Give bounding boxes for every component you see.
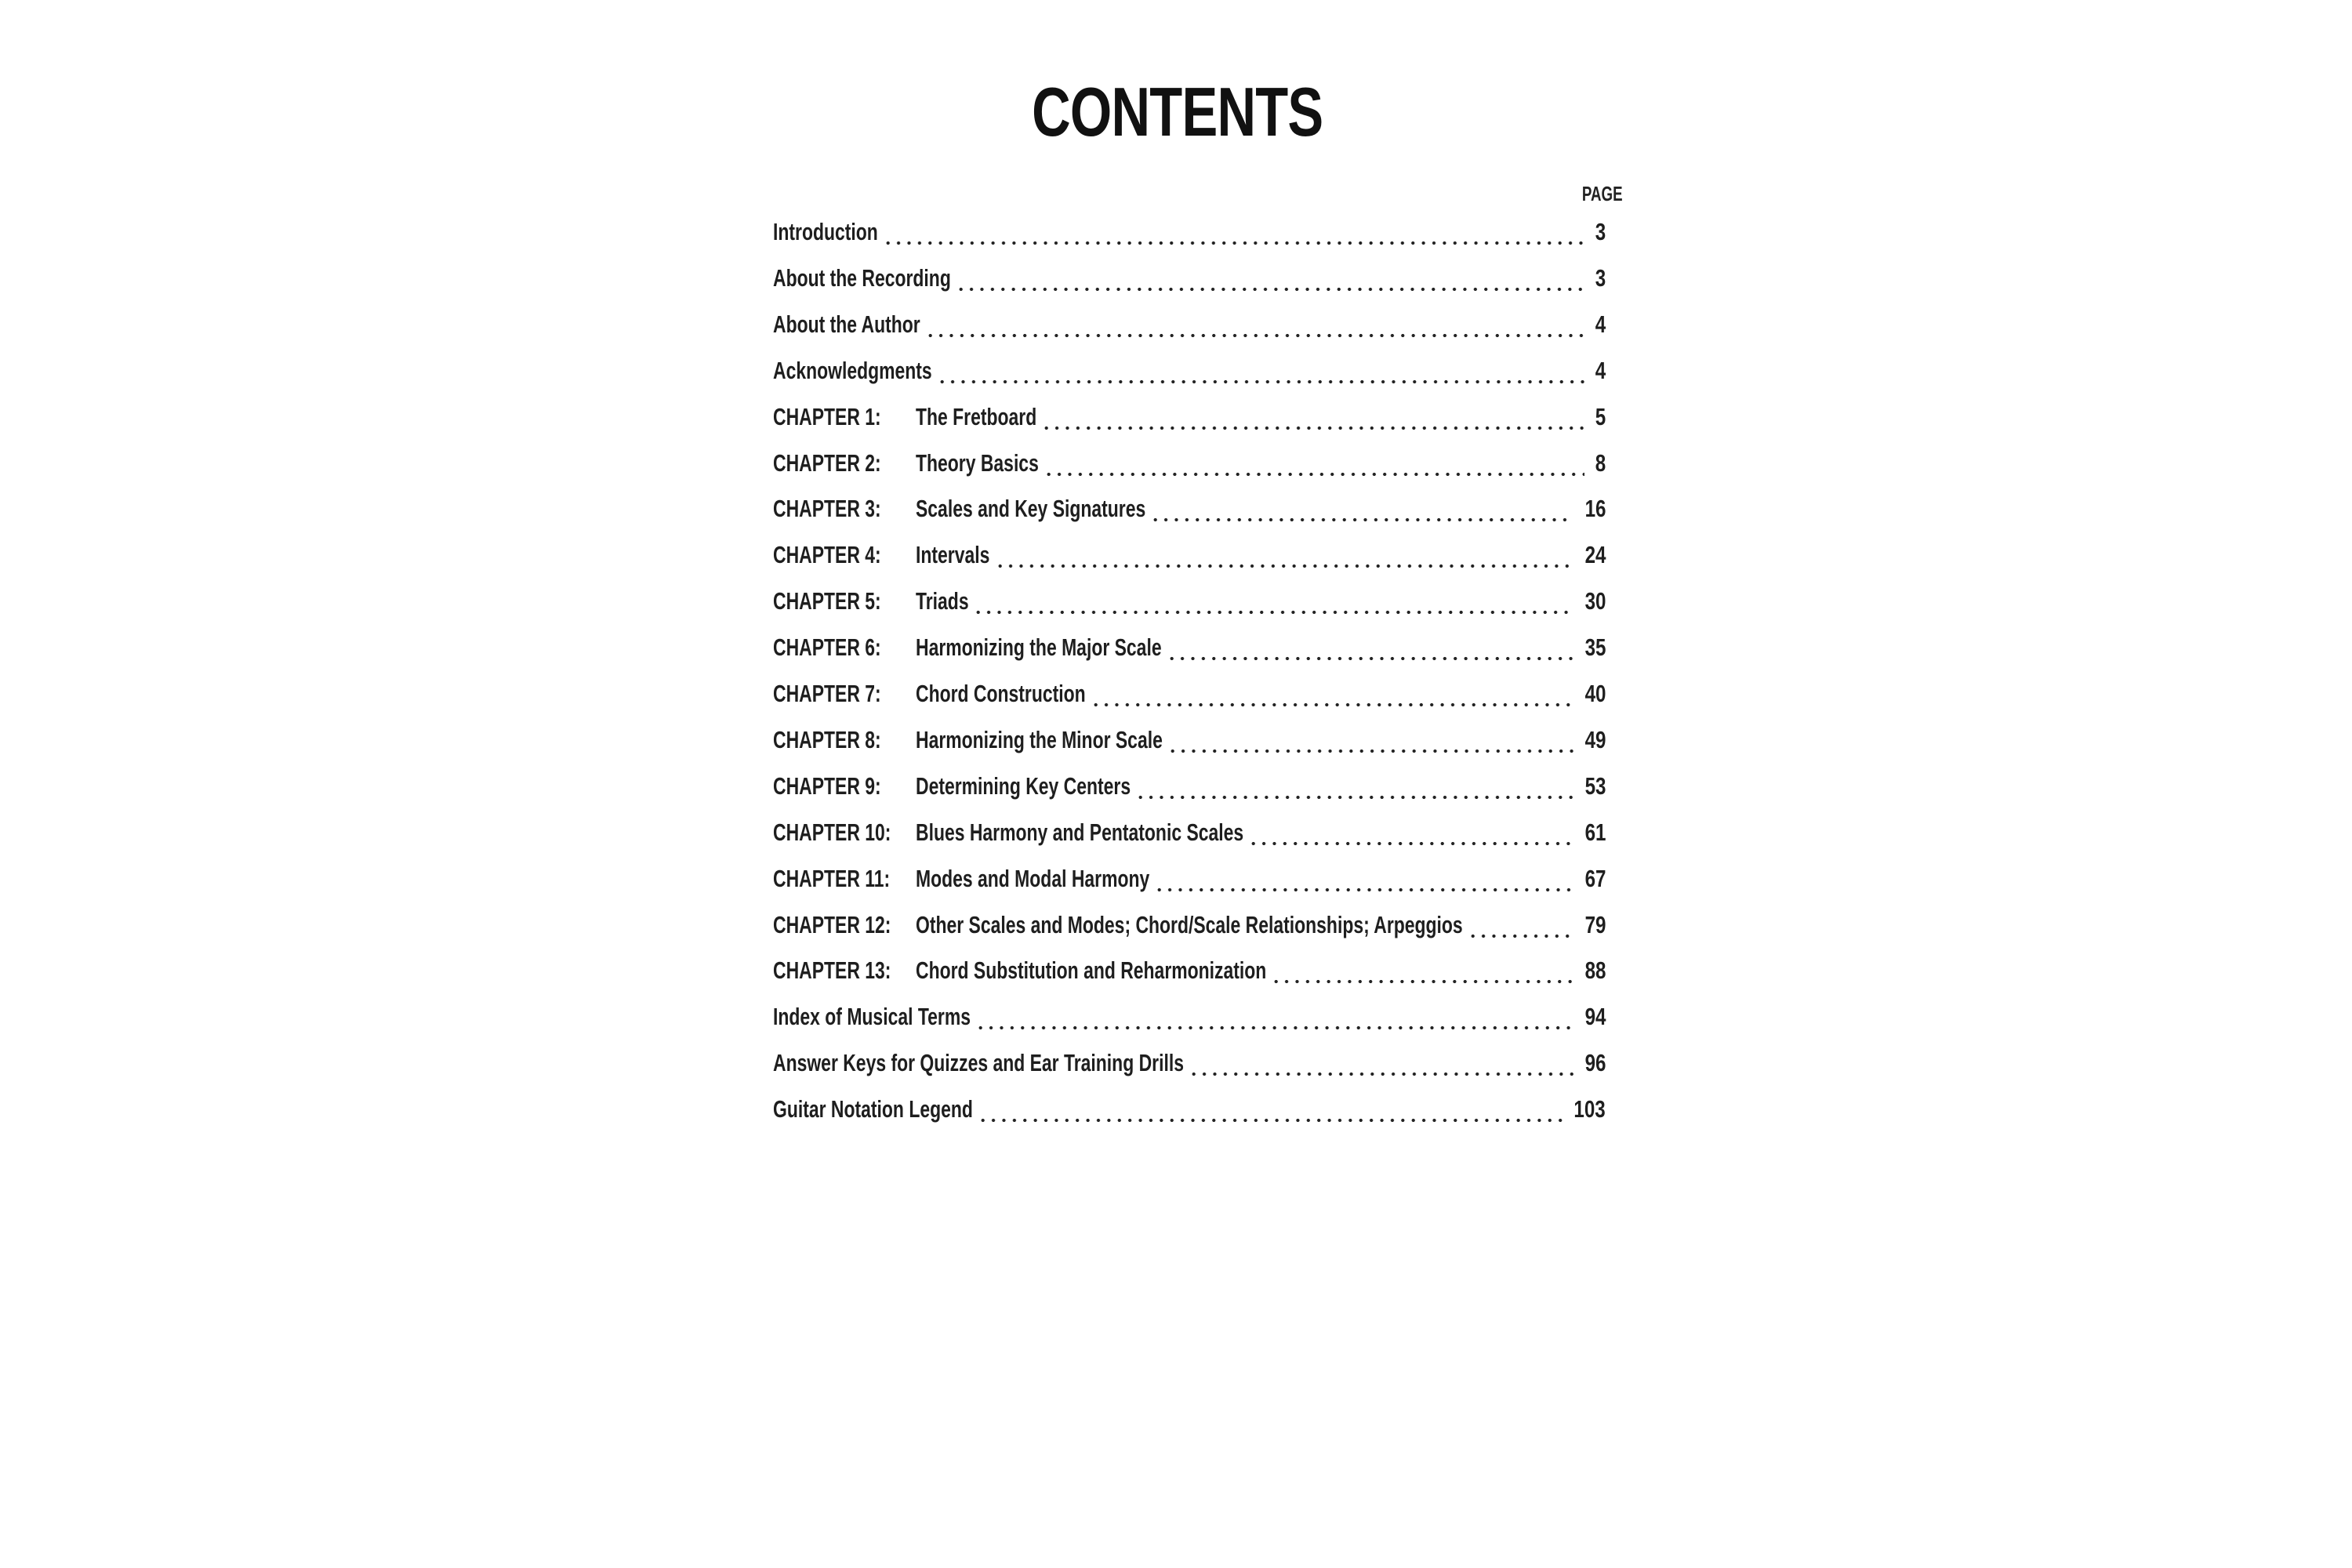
dot-leader [925, 310, 1584, 342]
page-title: CONTENTS [1032, 73, 1323, 151]
toc-chapter-title: The Fretboard [916, 402, 1037, 430]
toc-page-number: 40 [1584, 680, 1606, 707]
toc-chapter-number: CHAPTER 5: [773, 587, 881, 615]
dot-leader [1091, 680, 1574, 711]
toc-chapter-number: CHAPTER 1: [773, 402, 881, 430]
toc-page-number: 16 [1584, 495, 1606, 523]
dot-leader [1468, 911, 1574, 942]
dot-leader [937, 357, 1584, 388]
toc-page-number: 3 [1595, 263, 1606, 292]
dot-leader [995, 541, 1574, 572]
toc-entry [773, 1095, 1606, 1130]
toc-entry-title: About the Recording [773, 263, 951, 292]
toc-chapter-title: Chord Substitution and Reharmonization [916, 956, 1267, 985]
toc-entry [773, 1049, 1606, 1083]
toc-chapter-title: Determining Key Centers [916, 771, 1131, 800]
toc-chapter-number: CHAPTER 10: [773, 818, 891, 846]
toc-page-number: 88 [1584, 956, 1606, 985]
toc-page-number: 94 [1584, 1003, 1606, 1031]
toc-entry-title: About the Author [773, 310, 920, 338]
toc-chapter-number: CHAPTER 12: [773, 910, 891, 938]
toc-chapter-title: Theory Basics [916, 448, 1039, 477]
toc-page-number: 4 [1595, 310, 1606, 338]
toc-chapter-title: Scales and Key Signatures [916, 495, 1146, 523]
dot-leader [1189, 1049, 1574, 1080]
toc-entry [773, 403, 1606, 437]
toc-page-number: 79 [1584, 910, 1606, 938]
toc-entry-title: Index of Musical Terms [773, 1003, 971, 1031]
toc-chapter-title: Harmonizing the Minor Scale [916, 725, 1163, 753]
toc-entry [773, 911, 1606, 946]
toc-entry [773, 264, 1606, 299]
dot-leader [956, 264, 1584, 296]
toc-chapter-number: CHAPTER 11: [773, 864, 891, 892]
toc-chapter-title: Modes and Modal Harmony [916, 864, 1150, 892]
toc-entry [773, 726, 1606, 760]
toc-page-number: 3 [1595, 218, 1606, 245]
dot-leader [1167, 633, 1574, 665]
toc-entry [773, 495, 1606, 529]
dot-leader [978, 1095, 1563, 1127]
toc-page-number: 96 [1584, 1049, 1606, 1077]
dot-leader [1167, 726, 1574, 757]
dot-leader [1135, 772, 1574, 804]
toc-chapter-title: Intervals [916, 541, 990, 569]
toc-chapter-title: Harmonizing the Major Scale [916, 633, 1162, 662]
toc-entry [773, 310, 1606, 345]
toc-page-number: 35 [1584, 633, 1606, 662]
toc-entry [773, 587, 1606, 622]
toc-entry [773, 541, 1606, 575]
toc-entry-title: Answer Keys for Quizzes and Ear Training Drills [773, 1049, 1184, 1077]
toc-chapter-title: Chord Construction [916, 680, 1086, 707]
toc-chapter-number: CHAPTER 8: [773, 725, 881, 753]
toc-chapter-number: CHAPTER 6: [773, 633, 881, 662]
toc-entry [773, 865, 1606, 899]
toc-chapter-number: CHAPTER 4: [773, 541, 881, 569]
toc-page-number: 103 [1573, 1095, 1606, 1123]
toc-page-number: 5 [1595, 402, 1606, 430]
toc-chapter-number: CHAPTER 3: [773, 495, 881, 523]
dot-leader [1041, 403, 1584, 434]
toc-entry [773, 1003, 1606, 1037]
toc-chapter-number: CHAPTER 7: [773, 680, 881, 707]
toc-page-number: 67 [1584, 864, 1606, 892]
dot-leader [1271, 956, 1574, 988]
toc-entry [773, 680, 1606, 714]
toc-chapter-number: CHAPTER 9: [773, 771, 881, 800]
toc-entry-title: Introduction [773, 218, 878, 245]
page-column-label: PAGE [1581, 182, 1623, 205]
toc-page-number: 53 [1584, 771, 1606, 800]
toc-entry [773, 956, 1606, 991]
toc-page-number: 49 [1584, 725, 1606, 753]
toc-entry-title: Acknowledgments [773, 356, 932, 384]
toc-entry [773, 357, 1606, 391]
dot-leader [1248, 818, 1573, 850]
toc-page-number: 8 [1595, 448, 1606, 477]
toc-page-number: 24 [1584, 541, 1606, 569]
dot-leader [1044, 449, 1584, 481]
dot-leader [883, 218, 1584, 249]
toc-page-number: 30 [1584, 587, 1606, 615]
toc-chapter-title: Other Scales and Modes; Chord/Scale Relationships; Arpeggios [916, 910, 1463, 938]
toc-page-number: 61 [1584, 818, 1606, 846]
toc-entry [773, 218, 1606, 252]
toc-entry-title: Guitar Notation Legend [773, 1095, 973, 1123]
toc-entry [773, 449, 1606, 484]
toc-entry [773, 772, 1606, 807]
toc-entry [773, 818, 1606, 853]
dot-leader [973, 587, 1573, 619]
toc-page-number: 4 [1595, 356, 1606, 384]
toc-chapter-title: Triads [916, 587, 969, 615]
dot-leader [975, 1003, 1573, 1034]
toc-entry [773, 633, 1606, 668]
dot-leader [1150, 495, 1573, 526]
toc-chapter-number: CHAPTER 2: [773, 448, 881, 477]
dot-leader [1154, 865, 1573, 896]
toc-chapter-title: Blues Harmony and Pentatonic Scales [916, 818, 1244, 846]
toc-chapter-number: CHAPTER 13: [773, 956, 891, 985]
